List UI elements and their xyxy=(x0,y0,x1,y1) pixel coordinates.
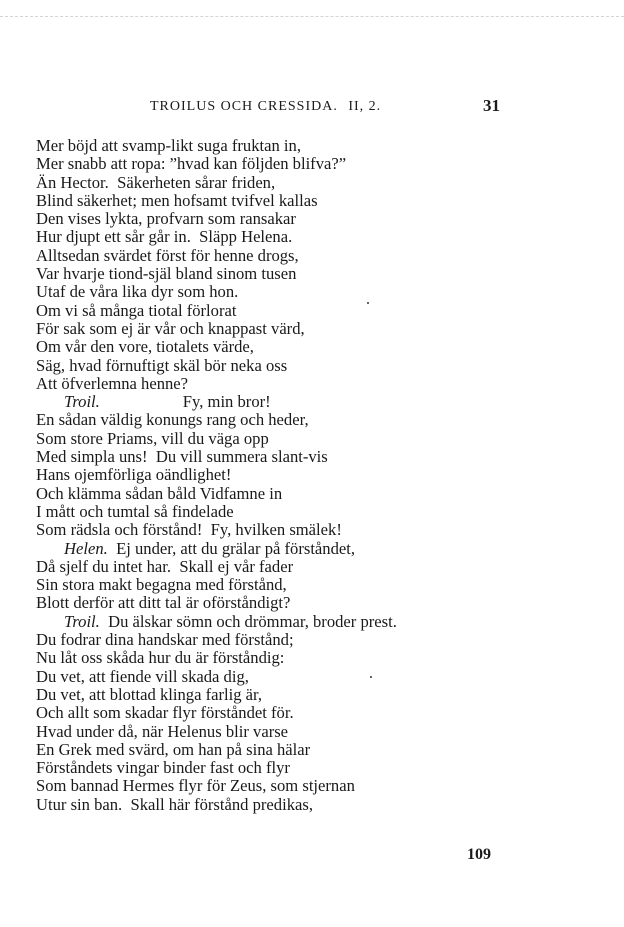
speaker-name: Troil. xyxy=(64,392,100,412)
verse-text: Ej under, att du grälar på förståndet, xyxy=(107,538,356,558)
running-header xyxy=(150,99,381,115)
verse-line xyxy=(36,741,397,759)
top-edge-rule xyxy=(0,16,624,17)
verse-line xyxy=(36,503,397,521)
verse-line xyxy=(36,393,397,411)
verse-line xyxy=(36,338,397,356)
speaker-name: Troil. xyxy=(64,611,100,631)
verse-line xyxy=(36,411,397,429)
verse-line xyxy=(36,796,397,814)
ink-speck xyxy=(370,676,372,678)
verse-text: Den vises lykta, profvarn som ransakar xyxy=(36,209,296,229)
verse-line xyxy=(36,576,397,594)
verse-text: Mer snabb att ropa: ”hvad kan följden blifva?” xyxy=(36,154,347,174)
verse-line xyxy=(36,613,397,631)
verse-line xyxy=(36,686,397,704)
verse-line xyxy=(36,210,397,228)
verse-line xyxy=(36,594,397,612)
verse-line xyxy=(36,228,397,246)
verse-text: Blind säkerhet; men hofsamt tvifvel kallas xyxy=(36,190,318,210)
verse-line xyxy=(36,174,397,192)
verse-text: Fy, min bror! xyxy=(99,392,271,412)
verse-line xyxy=(36,759,397,777)
verse-text: Om vi så många tiotal förlorat xyxy=(36,300,237,320)
verse-text: Som store Priams, vill du väga opp xyxy=(36,428,269,448)
verse-text: Utaf de våra lika dyr som hon. xyxy=(36,282,239,302)
verse-text: Du vet, att fiende vill skada dig, xyxy=(36,666,249,686)
verse-text: Att öfverlemna henne? xyxy=(36,373,189,393)
verse-text: En sådan väldig konungs rang och heder, xyxy=(36,410,309,430)
verse-line xyxy=(36,357,397,375)
verse-text: I mått och tumtal så findelade xyxy=(36,501,234,521)
verse-line xyxy=(36,192,397,210)
verse-line xyxy=(36,155,397,173)
verse-text: Med simpla uns! Du vill summera slant-vis xyxy=(36,447,328,467)
verse-block xyxy=(36,137,397,814)
verse-text: Hur djupt ett sår går in. Släpp Helena. xyxy=(36,227,293,247)
verse-line xyxy=(36,302,397,320)
verse-text: Förståndets vingar binder fast och flyr xyxy=(36,758,290,778)
verse-text: Utur sin ban. Skall här förstånd predikas, xyxy=(36,794,313,814)
verse-line xyxy=(36,723,397,741)
verse-line xyxy=(36,668,397,686)
verse-line xyxy=(36,247,397,265)
verse-text: Om vår den vore, tiotalets värde, xyxy=(36,337,254,357)
verse-line xyxy=(36,777,397,795)
verse-text: Då sjelf du intet har. Skall ej vår fader xyxy=(36,556,294,576)
sheet-number: 109 xyxy=(467,846,491,863)
verse-text: Du vet, att blottad klinga farlig är, xyxy=(36,684,263,704)
verse-line xyxy=(36,430,397,448)
verse-text: Du fodrar dina handskar med förstånd; xyxy=(36,630,294,650)
verse-text: Som bannad Hermes flyr för Zeus, som stjernan xyxy=(36,776,355,796)
verse-line xyxy=(36,558,397,576)
speaker-name: Helen. xyxy=(64,538,108,558)
verse-text: Mer böjd att svamp-likt suga fruktan in, xyxy=(36,136,301,155)
verse-text: Var hvarje tiond-själ bland sinom tusen xyxy=(36,264,297,284)
verse-line xyxy=(36,320,397,338)
verse-line xyxy=(36,649,397,667)
verse-line xyxy=(36,375,397,393)
verse-line xyxy=(36,631,397,649)
verse-text: För sak som ej är vår och knappast värd, xyxy=(36,318,305,338)
verse-text: Hvad under då, när Helenus blir varse xyxy=(36,721,289,741)
verse-text: Du älskar sömn och drömmar, broder prest. xyxy=(99,611,397,631)
verse-line xyxy=(36,283,397,301)
verse-line xyxy=(36,265,397,283)
verse-line xyxy=(36,448,397,466)
verse-text: Säg, hvad förnuftigt skäl bör neka oss xyxy=(36,355,288,375)
verse-text: Blott derför att ditt tal är oförståndigt? xyxy=(36,593,291,613)
verse-text: Sin stora makt begagna med förstånd, xyxy=(36,575,287,595)
verse-text: Nu låt oss skåda hur du är förståndig: xyxy=(36,648,285,668)
verse-line xyxy=(36,704,397,722)
verse-line xyxy=(36,485,397,503)
verse-text: Som rädsla och förstånd! Fy, hvilken smälek! xyxy=(36,520,342,540)
verse-line xyxy=(36,466,397,484)
verse-text: Hans ojemförliga oändlighet! xyxy=(36,465,232,485)
running-title: TROILUS OCH CRESSIDA. xyxy=(150,99,338,114)
verse-text: Och klämma sådan båld Vidfamne in xyxy=(36,483,283,503)
ink-speck xyxy=(367,302,369,304)
verse-text: Och allt som skadar flyr förståndet för. xyxy=(36,703,294,723)
verse-line xyxy=(36,540,397,558)
verse-text: En Grek med svärd, om han på sina hälar xyxy=(36,739,311,759)
verse-text: Alltsedan svärdet först för henne drogs, xyxy=(36,245,299,265)
verse-text: Än Hector. Säkerheten sårar friden, xyxy=(36,172,276,192)
verse-line xyxy=(36,521,397,539)
act-scene: II, 2. xyxy=(348,99,382,114)
verse-line xyxy=(36,137,397,155)
page-number: 31 xyxy=(483,96,500,115)
